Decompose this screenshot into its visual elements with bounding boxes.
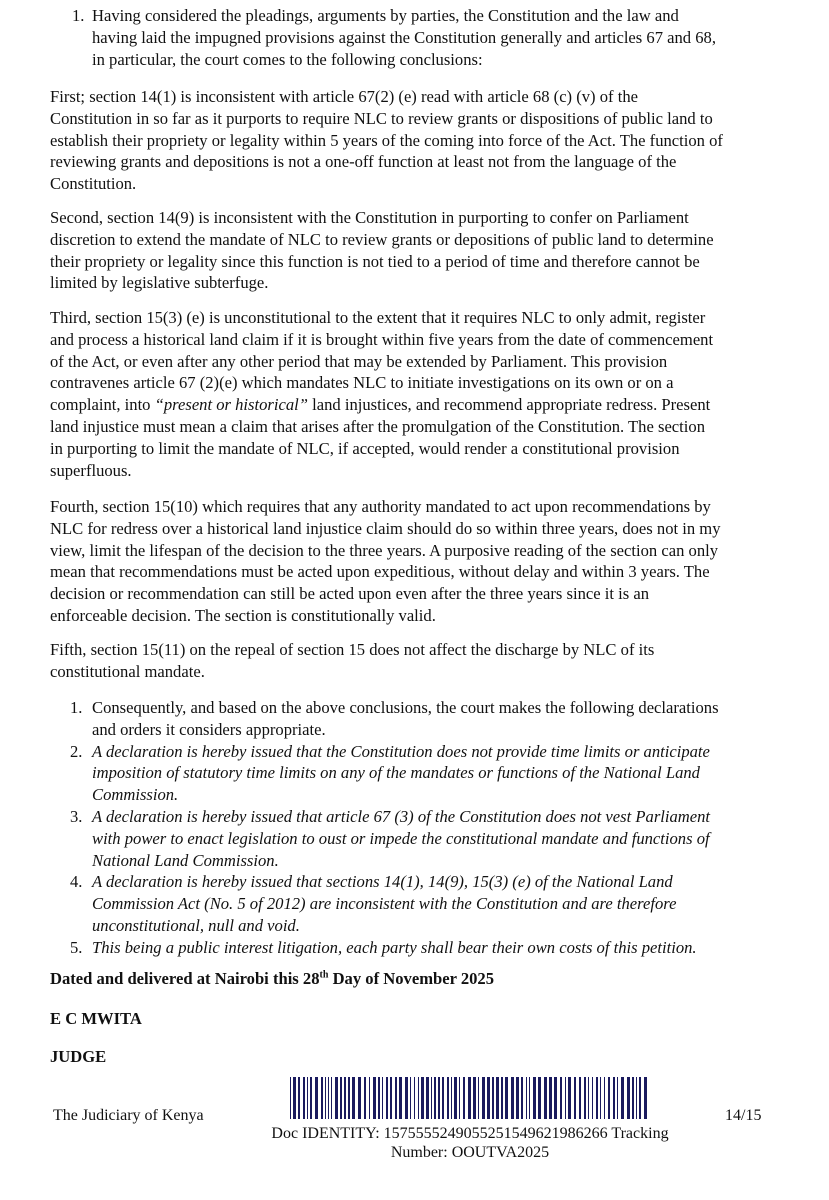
barcode-bar [600,1077,601,1119]
barcode-bar [331,1077,332,1119]
barcode-bar [373,1077,376,1119]
barcode-bar [344,1077,346,1119]
barcode-bar [554,1077,557,1119]
barcode-bar [328,1077,329,1119]
barcode-bar [421,1077,424,1119]
barcode-bar [454,1077,457,1119]
barcode-bar [434,1077,436,1119]
order-number: 3. [70,806,83,826]
barcode-bar [604,1077,605,1119]
barcode-bar [579,1077,581,1119]
barcode-bar [574,1077,576,1119]
order-number: 5. [70,937,83,957]
conclusion-first: First; section 14(1) is inconsistent with article 67(2) (e) read with article 68 (c) (v) of the Constitution in so far as it purports to require NLC to review grants or dispositions of public land to establish their propriety or legality within 5 years of the coming into force of the Act. The function of reviewing grants and depositions is not a one-off function at least not from the language of the Constitution. [50,87,723,194]
barcode-bar [492,1077,494,1119]
barcode-bar [369,1077,370,1119]
barcode-bar [516,1077,519,1119]
barcode-bar [348,1077,350,1119]
barcode-bar [410,1077,411,1119]
barcode-bar [644,1077,647,1119]
barcode-bar [382,1077,383,1119]
barcode-bar [473,1077,476,1119]
barcode-bar [293,1077,296,1119]
barcode-bar [307,1077,308,1119]
dated-superscript: th [319,969,329,981]
order-text: A declaration is hereby issued that article 67 (3) of the Constitution does not vest Parliament with power to enact legislation to oust or impede the constitutional mandate and functions of National Land Commission. [92,806,711,870]
barcode-bar [378,1077,380,1119]
order-item [70,871,719,936]
barcode-bar [438,1077,440,1119]
barcode-bar [390,1077,392,1119]
barcode-bar [549,1077,552,1119]
order-text: A declaration is hereby issued that the Constitution does not provide time limits or anticipate imposition of statutory time limits on any of the mandates or functions of the National Land Commission. [92,741,710,805]
conclusion-third [50,307,713,481]
barcode-bar [487,1077,490,1119]
barcode [290,1077,652,1119]
third-text-italic: “present or historical” [154,395,308,415]
barcode-bar [501,1077,503,1119]
barcode-bar [565,1077,566,1119]
order-item [70,937,719,959]
barcode-bar [526,1077,527,1119]
third-text-b: land injustices, and recommend appropriate redress. Present land injustice must mean a claim that arises after the promulgation of the Constitution. The section in purporting to limit the mandate of NLC, if accepted, would render a constitutional provision superfluous. [50,395,711,480]
order-item [70,741,719,806]
page-number: 14/15 [725,1107,762,1124]
conclusion-fifth: Fifth, section 15(11) on the repeal of section 15 does not affect the discharge by NLC of its constitutional mandate. [50,640,655,681]
barcode-bar [529,1077,530,1119]
barcode-bar [568,1077,571,1119]
barcode-bar [399,1077,402,1119]
barcode-bar [617,1077,618,1119]
barcode-bar [608,1077,610,1119]
order-text: This being a public interest litigation, each party shall bear their own costs of this petition. [92,937,697,957]
barcode-bar [340,1077,342,1119]
order-text: Consequently, and based on the above conclusions, the court makes the following declarations and orders it considers appropriate. [92,698,719,739]
barcode-bar [463,1077,465,1119]
judge-title: JUDGE [50,1047,107,1066]
barcode-bar [315,1077,318,1119]
barcode-bar [386,1077,388,1119]
barcode-bar [414,1077,415,1119]
dated-text: Dated and delivered at Nairobi this 28 [50,969,320,988]
barcode-bar [325,1077,326,1119]
dated-text-end: Day of November 2025 [328,969,495,988]
barcode-bar [496,1077,499,1119]
barcode-bar [613,1077,615,1119]
barcode-bar [468,1077,471,1119]
barcode-bar [451,1077,452,1119]
barcode-bar [592,1077,593,1119]
order-number: 4. [70,872,83,892]
barcode-bar [544,1077,547,1119]
barcode-bar [627,1077,630,1119]
conclusion-second: Second, section 14(9) is inconsistent with the Constitution in purporting to confer on Parliament discretion to extend the mandate of NLC to review grants or depositions of public land to determine their propriety or legality since this function is not tied to a period of time and therefore cannot be limited by legislative subterfuge. [50,208,714,293]
footer-organization: The Judiciary of Kenya [53,1107,204,1124]
barcode-bar [290,1077,291,1119]
barcode-bar [335,1077,338,1119]
order-number: 1. [70,698,83,717]
orders-list [70,697,719,959]
third-text-a: Third, section 15(3) (e) is unconstitutional to the extent that it requires NLC to only admit, register and process a historical land claim if it is brought within five years from the date of commencement of the Act, or even after any other period that may be extended by Parliament. This provision contravenes article 67 (2)(e) which mandates NLC to initiate investigations on its own or on a complaint, into [50,308,714,415]
barcode-bar [303,1077,305,1119]
tracking-number: Number: OOUTVA2025 [390,1144,550,1161]
barcode-bar [459,1077,460,1119]
doc-identity: Doc IDENTITY: 1575555249055251549621986266 Tracking [271,1125,669,1142]
conclusion-fourth: Fourth, section 15(10) which requires that any authority mandated to act upon recommendations by NLC for redress over a historical land injustice claim should do so within three years, does not in my view, limit the lifespan of the decision to the three years. A purposive reading of the section can only mean that recommendations must be acted upon expeditious, without delay and within 3 years. The decision or recommendation can still be acted upon even after the three years since it is an enforceable decision. The section is constitutionally valid. [50,497,721,625]
intro-item-text: Having considered the pleadings, arguments by parties, the Constitution and the law and having laid the impugned provisions against the Constitution generally and articles 67 and 68, in particular, the court comes to the following conclusions: [92,6,716,69]
barcode-bar [588,1077,589,1119]
barcode-bar [621,1077,624,1119]
barcode-bar [632,1077,634,1119]
order-number: 2. [70,741,83,761]
barcode-bar [538,1077,541,1119]
barcode-bar [298,1077,300,1119]
barcode-bar [310,1077,312,1119]
judge-name: E C MWITA [50,1009,142,1028]
barcode-bar [447,1077,449,1119]
barcode-bar [352,1077,355,1119]
barcode-bar [511,1077,514,1119]
barcode-bar [418,1077,419,1119]
dated-line [50,968,494,990]
barcode-bar [482,1077,485,1119]
barcode-bar [596,1077,598,1119]
intro-item-number: 1. [72,6,85,25]
barcode-bar [358,1077,361,1119]
barcode-bar [364,1077,366,1119]
order-item [70,806,719,871]
barcode-bar [505,1077,508,1119]
barcode-bar [442,1077,444,1119]
barcode-bar [533,1077,536,1119]
barcode-bar [584,1077,586,1119]
barcode-bar [560,1077,562,1119]
barcode-bar [521,1077,523,1119]
barcode-bar [639,1077,641,1119]
barcode-bar [395,1077,397,1119]
barcode-bar [636,1077,637,1119]
barcode-bar [478,1077,479,1119]
barcode-bar [426,1077,429,1119]
order-text: A declaration is hereby issued that sections 14(1), 14(9), 15(3) (e) of the National Land Commission Act (No. 5 of 2012) are inconsistent with the Constitution and are therefore unconstitutional, null and void. [92,872,677,935]
barcode-bar [321,1077,323,1119]
barcode-bar [405,1077,408,1119]
order-item [70,697,719,741]
barcode-bar [431,1077,432,1119]
